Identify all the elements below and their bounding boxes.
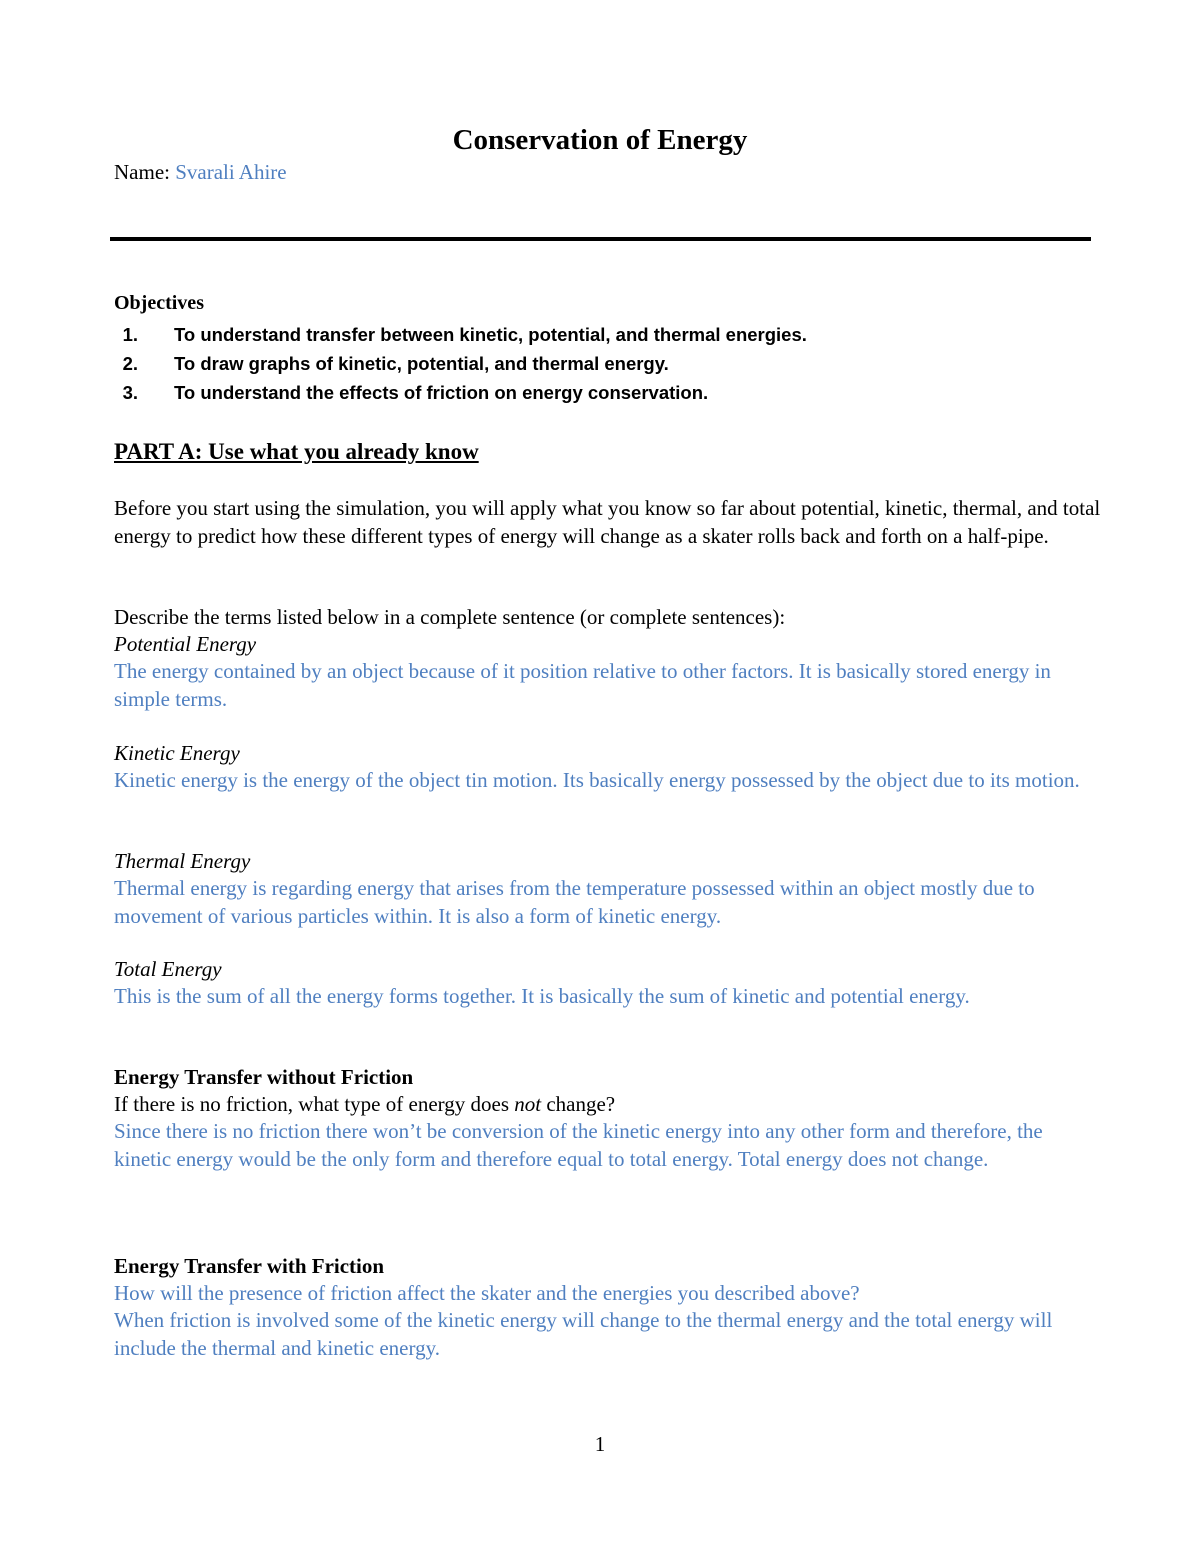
objective-item [114,378,807,407]
objective-text: To draw graphs of kinetic, potential, and thermal energy. [174,353,669,374]
describe-prompt: Describe the terms listed below in a complete sentence (or complete sentences): [114,605,786,629]
objectives-list [114,320,807,407]
page-number: 1 [594,1432,606,1456]
without-friction-question [114,1091,1104,1119]
part-a-intro: Before you start using the simulation, you will apply what you know so far about potential, kinetic, thermal, and total energy to predict how these different types of energy will change as a skater rolls back and forth on a half-pipe. [114,496,1101,548]
without-friction-answer: Since there is no friction there won’t be conversion of the kinetic energy into any other form and therefore, the kinetic energy would be the only form and therefore equal to total energy. Total energy does not change. [114,1119,1043,1171]
document-title: Conservation of Energy [452,124,748,156]
answer-kinetic-energy: Kinetic energy is the energy of the object tin motion. Its basically energy possessed by the object due to its motion. [114,768,1080,792]
objective-number: 3. [122,382,138,403]
answer-potential-energy: The energy contained by an object because of it position relative to other factors. It is basically stored energy in simple terms. [114,659,1051,711]
objective-item [114,320,807,349]
objective-text: To understand transfer between kinetic, potential, and thermal energies. [174,324,807,345]
without-friction-heading: Energy Transfer without Friction [114,1065,414,1089]
term-total-energy: Total Energy [114,957,222,981]
question-text: If there is no friction, what type of energy does [114,1092,515,1116]
question-emphasis: not [514,1092,542,1116]
objective-number: 2. [122,353,138,374]
with-friction-heading: Energy Transfer with Friction [114,1254,385,1278]
term-thermal-energy: Thermal Energy [114,849,251,873]
term-potential-energy: Potential Energy [114,632,257,656]
with-friction-question: How will the presence of friction affect the skater and the energies you described above? [114,1281,860,1305]
objective-number: 1. [122,324,138,345]
name-value: Svarali Ahire [175,160,287,184]
name-line [114,160,287,185]
objective-item [114,349,807,378]
answer-thermal-energy: Thermal energy is regarding energy that arises from the temperature possessed within an object mostly due to movement of various particles within. It is also a form of kinetic energy. [114,876,1035,928]
term-kinetic-energy: Kinetic Energy [114,741,240,765]
question-text-end: change? [541,1092,616,1116]
horizontal-rule [110,237,1091,241]
with-friction-answer: When friction is involved some of the kinetic energy will change to the thermal energy and the total energy will include the thermal and kinetic energy. [114,1308,1053,1360]
objective-text: To understand the effects of friction on energy conservation. [174,382,709,403]
part-a-heading: PART A: Use what you already know [114,439,479,464]
answer-total-energy: This is the sum of all the energy forms together. It is basically the sum of kinetic and potential energy. [114,984,970,1008]
name-label: Name: [114,160,170,184]
objectives-heading: Objectives [114,292,204,314]
